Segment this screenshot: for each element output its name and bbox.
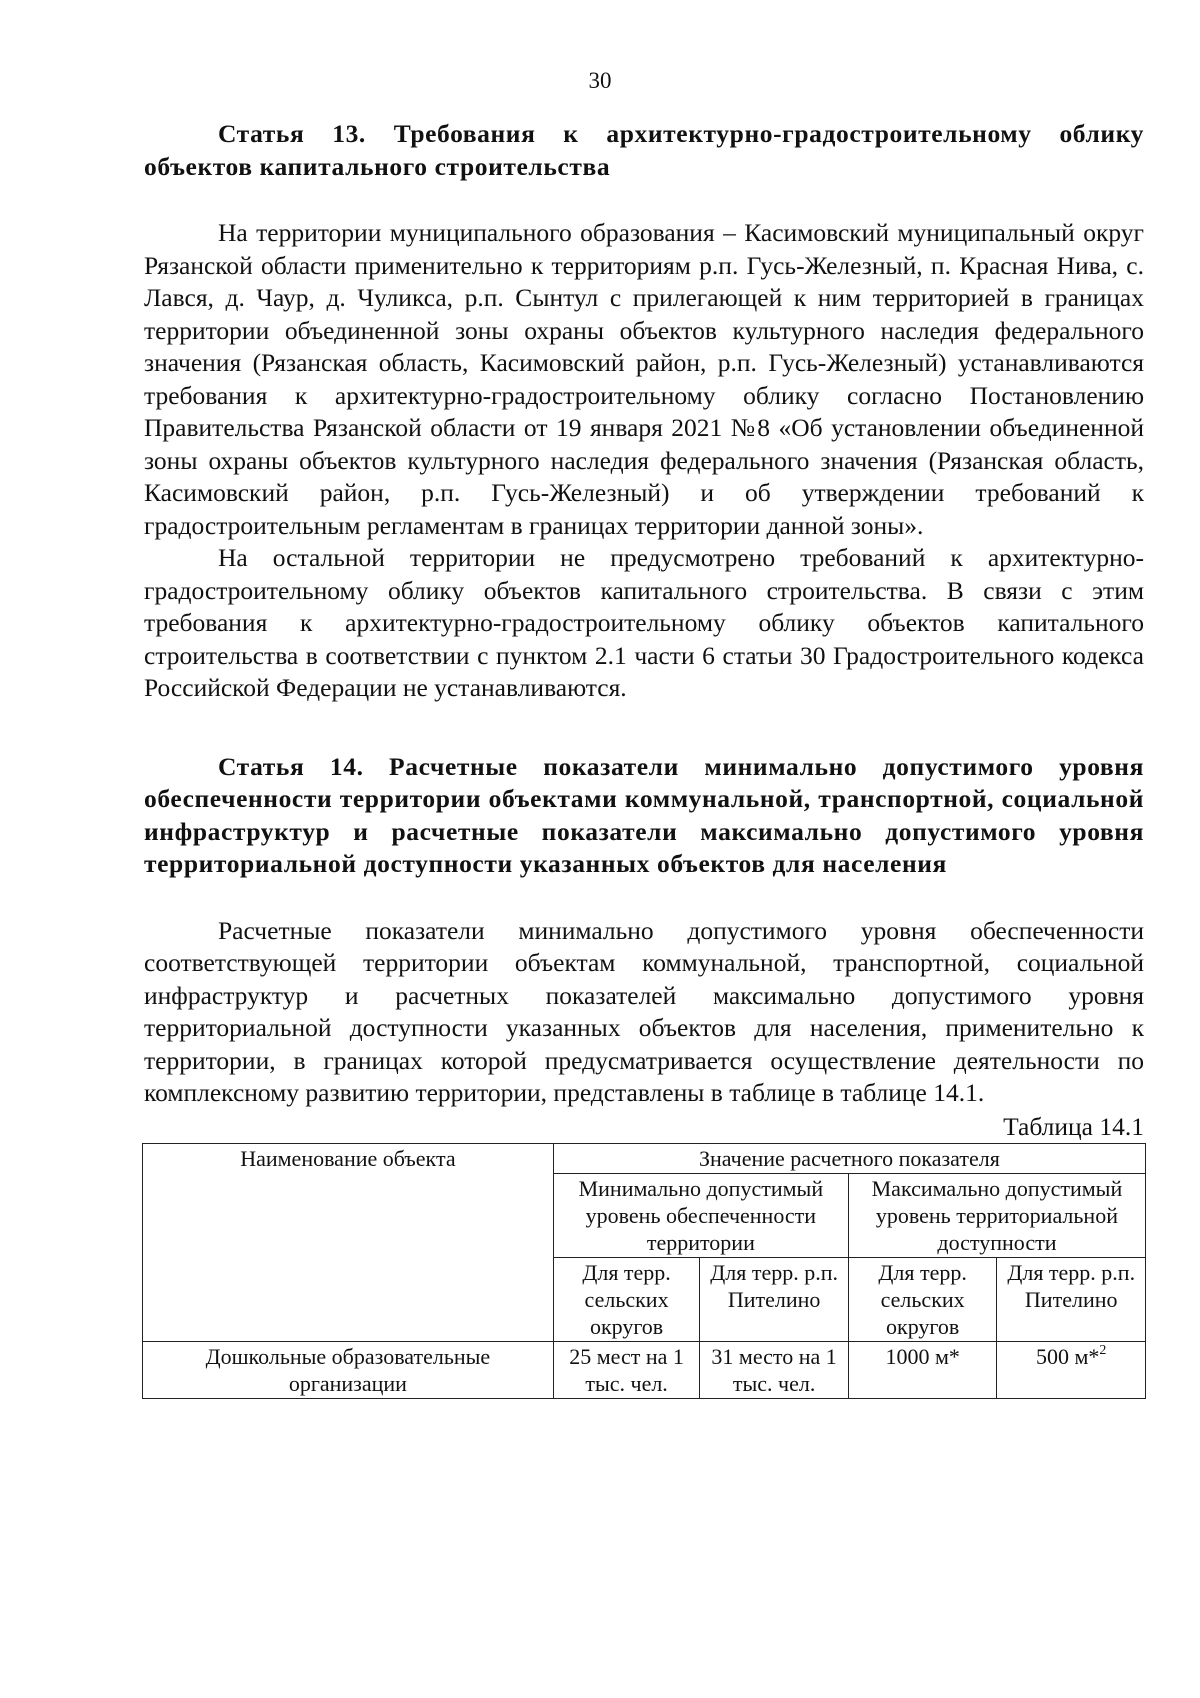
table-caption: Таблица 14.1 — [1003, 1111, 1144, 1141]
table-header-row — [143, 1143, 1146, 1173]
header-min-pitelino: Для терр. р.п. Пителино — [700, 1257, 849, 1341]
cell-min-rural: 25 мест на 1 тыс. чел. — [553, 1341, 700, 1398]
spacer — [144, 183, 1144, 217]
cell-min-pitelino: 31 место на 1 тыс. чел. — [700, 1341, 849, 1398]
indicators-table — [142, 1143, 1146, 1399]
article-13-paragraph-2: На остальной территории не предусмотрено требований к архитектурно-градостроительному облику объектов капитального строительства. В связи с этим требования к архитектурно-градостроительному облику объектов капитального строительства в соответствии с пунктом 2.1 части 6 статьи 30 Градостроительного кодекса Российской Федерации не устанавливаются. — [144, 543, 1144, 702]
cell-max-pitelino-value: 500 м* — [1036, 1343, 1100, 1369]
header-max-rural: Для терр. сельских округов — [848, 1257, 997, 1341]
article-14-paragraph: Расчетные показатели минимально допустимого уровня обеспеченности соответствующей территории объектам коммунальной, транспортной, социальной инфраструктур и расчетных показателей максимально допустимого уровня территориальной доступности указанных объектов для населения, применительно к территории, в границах которой предусматривается осуществление деятельности по комплексному развитию территории, представлены в таблице в таблице 14.1. — [144, 915, 1144, 1107]
article-13-paragraph-1: На территории муниципального образования – Касимовский муниципальный округ Рязанской области применительно к территориям р.п. Гусь-Железный, п. Красная Нива, с. Лався, д. Чаур, д. Чуликса, р.п. Сынтул с прилегающей к ним территорией в границах территории объединенной зоны охраны объектов культурного наследия федерального значения (Рязанская область, Касимовский район, р.п. Гусь-Железный) устанавливаются требования к архитектурно-градостроительному облику согласно Постановлению Правительства Рязанской области от 19 января 2021 №8 «Об установлении объединенной зоны охраны объектов культурного наследия федерального значения (Рязанская область, Касимовский район, р.п. Гусь-Железный) и об утверждении требований к градостроительным регламентам в границах территории данной зоны». — [144, 218, 1144, 540]
page-number: 30 — [588, 68, 612, 93]
header-indicator-value: Значение расчетного показателя — [553, 1143, 1145, 1173]
header-object-name: Наименование объекта — [143, 1143, 554, 1341]
document-body — [144, 118, 1144, 1399]
cell-max-pitelino — [997, 1341, 1146, 1398]
spacer — [144, 705, 1144, 751]
header-min-rural: Для терр. сельских округов — [553, 1257, 700, 1341]
cell-max-rural: 1000 м* — [848, 1341, 997, 1398]
article-13-heading: Статья 13. Требования к архитектурно-градостроительному облику объектов капитального строительства — [144, 119, 1144, 181]
footnote-marker: 2 — [1099, 1342, 1107, 1358]
article-14-heading: Статья 14. Расчетные показатели минимально допустимого уровня обеспеченности территории объектами коммунальной, транспортной, социальной инфраструктур и расчетные показатели максимально допустимого уровня территориальной доступности указанных объектов для населения — [144, 751, 1144, 878]
header-max-pitelino: Для терр. р.п. Пителино — [997, 1257, 1146, 1341]
table-row — [143, 1341, 1146, 1398]
header-max-level: Максимально допустимый уровень территориальной доступности — [848, 1173, 1145, 1257]
cell-object-name: Дошкольные образовательные организации — [143, 1341, 554, 1398]
header-min-level: Минимально допустимый уровень обеспеченности территории — [553, 1173, 848, 1257]
spacer — [144, 881, 1144, 915]
